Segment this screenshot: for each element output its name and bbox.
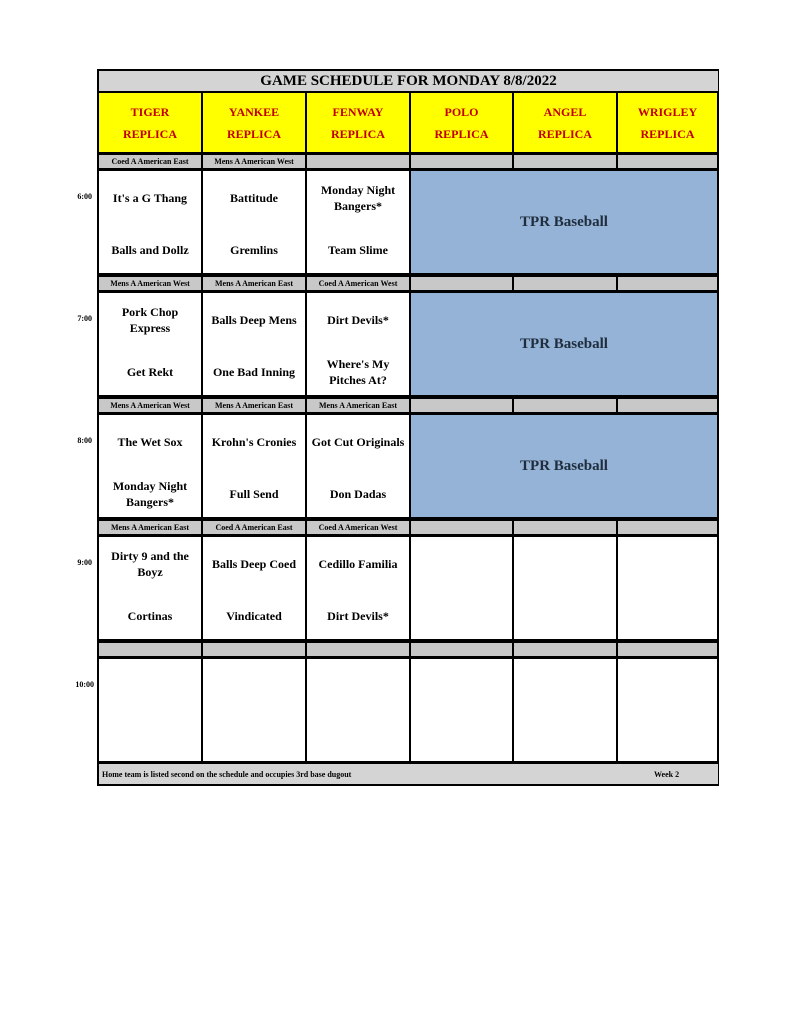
schedule-title: GAME SCHEDULE FOR MONDAY 8/8/2022 bbox=[99, 71, 718, 91]
time-label: 7:00 bbox=[77, 314, 92, 323]
game-cell bbox=[99, 171, 201, 273]
field-type: REPLICA bbox=[434, 126, 489, 141]
division-label: Mens A American West bbox=[99, 399, 201, 412]
home-team: Where's My Pitches At? bbox=[326, 357, 390, 387]
division-label bbox=[99, 643, 201, 656]
home-team: Don Dadas bbox=[329, 487, 387, 502]
division-label bbox=[514, 277, 616, 290]
game-cell bbox=[99, 415, 201, 517]
field-header-fenway bbox=[307, 93, 409, 152]
division-label bbox=[411, 399, 512, 412]
empty-cell bbox=[307, 659, 409, 761]
away-team: Balls Deep Coed bbox=[212, 557, 296, 572]
division-label bbox=[411, 155, 512, 168]
empty-cell bbox=[514, 659, 616, 761]
game-cell bbox=[99, 293, 201, 395]
division-label bbox=[307, 155, 409, 168]
footer-note: Home team is listed second on the schedule and occupies 3rd base dugout bbox=[102, 769, 352, 779]
away-team: Balls Deep Mens bbox=[211, 313, 297, 328]
field-type: REPLICA bbox=[122, 126, 177, 141]
away-team: Krohn's Cronies bbox=[211, 435, 297, 450]
away-team: Battitude bbox=[230, 191, 278, 206]
division-label bbox=[203, 643, 305, 656]
division-label bbox=[307, 643, 409, 656]
field-name: YANKEE bbox=[228, 104, 280, 119]
game-cell bbox=[203, 171, 305, 273]
division-label bbox=[411, 521, 512, 534]
empty-cell bbox=[99, 659, 201, 761]
away-team: Dirty 9 and the Boyz bbox=[111, 549, 189, 579]
division-label bbox=[514, 521, 616, 534]
footer-bar bbox=[99, 764, 718, 784]
time-label: 10:00 bbox=[75, 680, 94, 689]
division-label: Coed A American East bbox=[203, 521, 305, 534]
division-label bbox=[514, 643, 616, 656]
away-team: Got Cut Originals bbox=[311, 435, 405, 450]
game-cell bbox=[203, 293, 305, 395]
field-header-tiger bbox=[99, 93, 201, 152]
field-header-angel bbox=[514, 93, 616, 152]
division-label bbox=[618, 521, 717, 534]
division-label bbox=[618, 277, 717, 290]
division-label bbox=[514, 155, 616, 168]
field-name: WRIGLEY bbox=[637, 104, 698, 119]
empty-cell bbox=[618, 537, 717, 639]
game-cell bbox=[307, 537, 409, 639]
game-cell bbox=[307, 293, 409, 395]
field-name: FENWAY bbox=[332, 104, 384, 119]
week-label: Week 2 bbox=[654, 769, 680, 779]
reserved-block: TPR Baseball bbox=[411, 415, 717, 517]
away-team: Cedillo Familia bbox=[318, 557, 398, 572]
division-label bbox=[618, 643, 717, 656]
time-label: 9:00 bbox=[77, 558, 92, 567]
empty-cell bbox=[203, 659, 305, 761]
game-cell bbox=[203, 415, 305, 517]
home-team: Balls and Dollz bbox=[111, 243, 189, 258]
field-name: POLO bbox=[444, 104, 479, 119]
field-type: REPLICA bbox=[640, 126, 695, 141]
away-team: The Wet Sox bbox=[117, 435, 183, 450]
division-label: Mens A American West bbox=[203, 155, 305, 168]
home-team: Cortinas bbox=[127, 609, 173, 624]
division-label: Mens A American West bbox=[99, 277, 201, 290]
home-team: Team Slime bbox=[328, 243, 388, 258]
field-type: REPLICA bbox=[330, 126, 385, 141]
away-team: Pork Chop Express bbox=[121, 305, 179, 335]
away-team: Monday Night Bangers* bbox=[320, 183, 396, 213]
schedule-sheet bbox=[97, 69, 719, 786]
field-name: TIGER bbox=[130, 104, 170, 119]
division-label: Coed A American East bbox=[99, 155, 201, 168]
game-cell bbox=[99, 537, 201, 639]
game-cell bbox=[203, 537, 305, 639]
field-type: REPLICA bbox=[226, 126, 281, 141]
division-label bbox=[411, 643, 512, 656]
home-team: Dirt Devils* bbox=[327, 609, 389, 624]
field-header-polo bbox=[411, 93, 512, 152]
empty-cell bbox=[618, 659, 717, 761]
division-label: Mens A American East bbox=[203, 399, 305, 412]
reserved-block: TPR Baseball bbox=[411, 293, 717, 395]
away-team: It's a G Thang bbox=[112, 191, 188, 206]
reserved-block: TPR Baseball bbox=[411, 171, 717, 273]
empty-cell bbox=[411, 537, 512, 639]
division-label bbox=[618, 155, 717, 168]
division-label: Mens A American East bbox=[307, 399, 409, 412]
home-team: Monday Night Bangers* bbox=[112, 479, 188, 509]
home-team: Full Send bbox=[229, 487, 279, 502]
division-label bbox=[514, 399, 616, 412]
field-header-wrigley bbox=[618, 93, 717, 152]
away-team: Dirt Devils* bbox=[327, 313, 389, 328]
time-label: 8:00 bbox=[77, 436, 92, 445]
time-label: 6:00 bbox=[77, 192, 92, 201]
field-header-yankee bbox=[203, 93, 305, 152]
game-cell bbox=[307, 415, 409, 517]
field-type: REPLICA bbox=[537, 126, 592, 141]
game-cell bbox=[307, 171, 409, 273]
division-label bbox=[618, 399, 717, 412]
home-team: Get Rekt bbox=[126, 365, 174, 380]
division-label: Mens A American East bbox=[203, 277, 305, 290]
division-label bbox=[411, 277, 512, 290]
field-name: ANGEL bbox=[543, 104, 587, 119]
home-team: One Bad Inning bbox=[212, 365, 296, 380]
empty-cell bbox=[514, 537, 616, 639]
empty-cell bbox=[411, 659, 512, 761]
home-team: Vindicated bbox=[226, 609, 282, 624]
home-team: Gremlins bbox=[230, 243, 278, 258]
division-label: Mens A American East bbox=[99, 521, 201, 534]
division-label: Coed A American West bbox=[307, 521, 409, 534]
division-label: Coed A American West bbox=[307, 277, 409, 290]
